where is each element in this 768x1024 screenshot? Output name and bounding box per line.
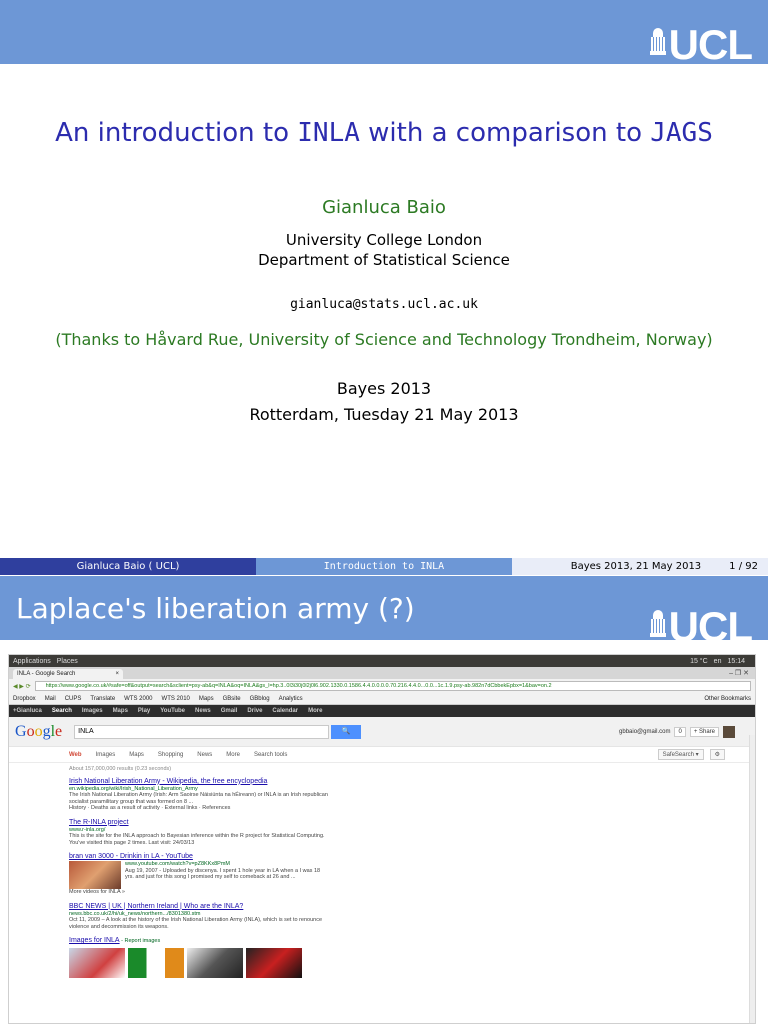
images-result [69,937,329,978]
footer-title: Introduction to INLA [256,558,512,575]
bookmark-item: WTS 2010 [161,695,190,702]
scrollbar [749,735,755,1024]
search-tabs [9,747,755,763]
footer-page-number: 1 / 92 [729,561,758,572]
clock: 15:14 [727,657,745,665]
gbar-item: +Gianluca [13,708,42,714]
close-icon: × [115,671,119,677]
footer-info [512,558,768,575]
presentation-title: An introduction to INLA with a comparison to JAGS [55,118,713,148]
gear-icon: ⚙ [710,749,725,760]
tab-shopping: Shopping [157,751,184,758]
ucl-logo [650,602,752,650]
tab-label: INLA - Google Search [17,671,76,677]
result-title: Irish National Liberation Army - Wikipedia, the free encyclopedia [69,777,268,785]
gbar-item: Search [51,708,72,714]
other-bookmarks: Other Bookmarks [704,695,751,702]
author-email: gianluca@stats.ucl.ac.uk [290,297,478,312]
image-strip [69,948,329,978]
google-header [9,717,755,747]
window-controls: – ❐ ✕ [729,670,749,677]
tab-web: Web [69,751,82,758]
notification-count: 0 [674,727,685,737]
address-bar: https://www.google.co.uk/#safe=off&output=search&sclient=psy-ab&q=INLA&oq=INLA&gs_l=hp.3..0l3i30j0l2j0l6.902.1330.0.1586.4.4.0.0.0.0.70.216.4.4.0...0.0...1c.1.9.psy-ab.982n7dCbbekEpbx=1&bav=on.2 [35,681,751,691]
result-stats: About 157,000,000 results (0.23 seconds) [69,766,172,772]
video-result [69,861,329,889]
search-result [69,903,329,931]
footer-author: Gianluca Baio ( UCL) [0,558,256,575]
header-bar [0,576,768,650]
places-menu: Places [56,657,78,665]
browser-tab [13,669,123,679]
footer-date: Bayes 2013, 21 May 2013 [570,561,702,572]
google-search-input: INLA [74,725,329,739]
image-thumbnail [69,948,125,978]
browser-screenshot [8,654,756,1024]
weather-temp: 15 °C [690,657,708,665]
user-email: gbbaio@gmail.com [619,728,671,735]
result-url: www.r-inla.org/ [69,826,106,833]
conference-info [0,376,768,428]
result-snippet: Oct 11, 2009 – A look at the history of the Irish National Liberation Army (INLA), which is set to renounce violence and decommission its weapons. [69,917,323,930]
result-title: bran van 3000 - Drinkin in LA - YouTube [69,853,193,860]
bookmarks-bar [9,693,755,705]
ucl-logo-text: UCL [668,21,752,68]
result-snippet: This is the site for the INLA approach to Bayesian inference within the R project for Statistical Computing. [69,833,325,839]
conference-place-date: Rotterdam, Tuesday 21 May 2013 [249,405,519,424]
content-slide [0,576,768,1024]
more-videos-link: More videos for INLA » [69,889,125,895]
image-thumbnail [187,948,243,978]
gbar-item: News [195,708,211,714]
search-result [69,778,329,812]
gbar-item: Play [137,708,151,714]
google-logo: Google [15,722,63,740]
share-button: + Share [690,727,719,737]
author-name: Gianluca Baio [322,197,446,218]
tab-search-tools: Search tools [253,751,288,758]
back-forward-icon: ◀ ▶ ⟳ [13,683,31,690]
applications-menu: Applications [13,657,51,665]
video-thumbnail [69,861,121,889]
google-bar [9,705,755,717]
system-bar [9,655,755,667]
affiliation [0,230,768,270]
slide-footer [0,558,768,575]
institution: University College London [285,231,483,249]
images-title: Images for INLA [69,937,120,944]
portico-icon [650,28,666,58]
gbar-item: Images [81,708,103,714]
gbar-item: More [308,708,323,714]
bookmark-item: CUPS [64,695,82,702]
bookmark-item: Analytics [278,695,303,702]
browser-tabbar [9,667,755,679]
search-results [9,763,755,978]
ucl-logo [650,20,752,68]
keyboard-lang: en [713,657,722,665]
tab-more: More [226,751,240,758]
search-result [69,853,329,896]
result-title: BBC NEWS | UK | Northern Ireland | Who are the INLA? [69,902,244,910]
result-url: en.wikipedia.org/wiki/Irish_National_Liberation_Army [69,785,198,792]
result-snippet: Aug 19, 2007 - Uploaded by discenya. I spent 1 hole year in LA when a I was 18 yrs. and just for this song I promised my self to comeback at 26 and ... [125,867,321,880]
image-thumbnail [128,948,184,978]
report-images-link: - Report images [121,938,161,944]
header-bar [0,0,768,68]
bookmark-item: GBblog [249,695,270,702]
tab-news: News [197,751,213,758]
google-user-area [619,726,755,738]
image-thumbnail [246,948,302,978]
search-icon: 🔍 [331,725,361,739]
bookmark-item: Mail [44,695,56,702]
search-result [69,819,329,847]
tab-images: Images [95,751,116,758]
bookmark-item: GBsite [222,695,241,702]
ucl-logo-text: UCL [668,603,752,650]
bookmark-item: Translate [90,695,116,702]
tab-maps: Maps [129,751,144,758]
gbar-item: Maps [112,708,128,714]
result-title: The R-INLA project [69,818,129,826]
gbar-item: Gmail [220,708,238,714]
result-sitelinks: History · Deaths as a result of activity · External links · References [69,805,231,811]
portico-icon [650,610,666,640]
acknowledgement: (Thanks to Håvard Rue, University of Science and Technology Trondheim, Norway) [55,330,713,349]
safesearch-dropdown: SafeSearch ▾ [658,749,704,760]
address-row [9,679,755,693]
slide-title: Laplace's liberation army (?) [16,592,415,625]
search-options [658,749,755,760]
department: Department of Statistical Science [258,251,510,269]
gbar-item: Calendar [272,708,299,714]
bookmark-item: Maps [198,695,214,702]
gbar-item: YouTube [160,708,186,714]
avatar [723,726,735,738]
bookmark-item: Dropbox [13,695,36,702]
result-url: www.youtube.com/watch?v=pZ8KKx8PmM [125,861,231,867]
bookmark-item: WTS 2000 [124,695,153,702]
gbar-item: Drive [247,708,263,714]
result-visited: You've visited this page 2 times. Last visit: 24/03/13 [69,839,195,846]
conference-name: Bayes 2013 [336,379,432,398]
result-url: news.bbc.co.uk/2/hi/uk_news/northern.../8301380.stm [69,910,201,917]
result-snippet: The Irish National Liberation Army (Irish: Arm Saoirse Náisiúnta na hÉireann) or INLA is an Irish republican socialist paramilitary group that was formed on 8 ... [69,792,328,805]
